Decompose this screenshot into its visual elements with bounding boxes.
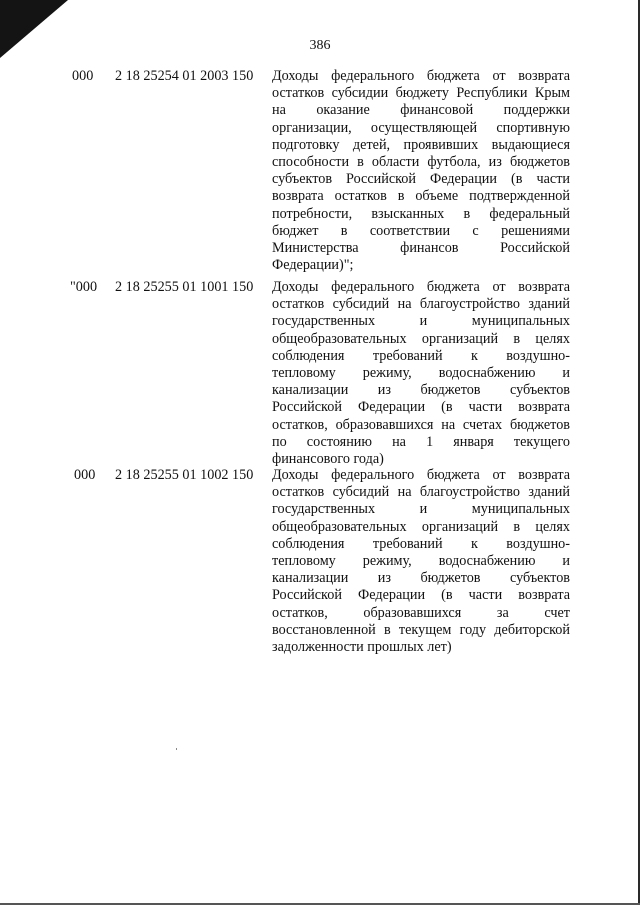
description-line: общеобразовательных организаций в целях: [272, 518, 570, 535]
description-line: Министерства финансов Российской: [272, 239, 570, 256]
description-line: Доходы федерального бюджета от возврата: [272, 467, 570, 483]
description-line: подготовку детей, проявивших выдающиеся: [272, 136, 570, 153]
classification-code: 2 18 25255 01 1002 150: [115, 467, 254, 483]
description-line: канализации из бюджетов субъектов: [272, 570, 570, 587]
admin-code: 000: [72, 68, 94, 84]
admin-code: 000: [74, 467, 96, 483]
description-line: остатков, образовавшихся за счет: [272, 604, 570, 621]
description-line: Доходы федерального бюджета от возврата: [272, 279, 570, 295]
description-line: остатков, образовавшихся на счетах бюджетов: [272, 416, 570, 433]
description-line: соблюдения требований к воздушно-: [272, 347, 570, 364]
description-line: по состоянию на 1 января текущего: [272, 433, 570, 450]
description-line: потребности, взысканных в федеральный: [272, 205, 570, 222]
scan-speck: [176, 748, 177, 750]
description-line: способности в области футбола, из бюджетов: [272, 153, 570, 170]
description-line: возврата остатков в объеме подтвержденной: [272, 188, 570, 205]
entry-description: [272, 68, 570, 274]
description-line: субъектов Российской Федерации (в части: [272, 171, 570, 188]
description-line: Российской Федерации (в части возврата: [272, 399, 570, 416]
entry-description: [272, 467, 570, 656]
description-line: остатков субсидий на благоустройство зданий: [272, 484, 570, 501]
description-line: государственных и муниципальных: [272, 501, 570, 518]
description-line: канализации из бюджетов субъектов: [272, 382, 570, 399]
classification-code: 2 18 25254 01 2003 150: [115, 68, 254, 84]
description-line: соблюдения требований к воздушно-: [272, 535, 570, 552]
description-line: остатков субсидий на благоустройство зданий: [272, 296, 570, 313]
entry-description: [272, 279, 570, 468]
description-line: Федерации)";: [272, 257, 354, 274]
description-line: государственных и муниципальных: [272, 313, 570, 330]
description-line: финансового года): [272, 450, 384, 467]
description-line: тепловому режиму, водоснабжению и: [272, 364, 570, 381]
description-line: остатков субсидии бюджету Республики Крым: [272, 85, 570, 102]
description-line: тепловому режиму, водоснабжению и: [272, 552, 570, 569]
classification-code: 2 18 25255 01 1001 150: [115, 279, 254, 295]
description-line: задолженности прошлых лет): [272, 638, 452, 655]
description-line: общеобразовательных организаций в целях: [272, 330, 570, 347]
page-number: 386: [309, 38, 331, 53]
description-line: организации, осуществляющей спортивную: [272, 119, 570, 136]
description-line: бюджет в соответствии с решениями: [272, 222, 570, 239]
description-line: на оказание финансовой поддержки: [272, 102, 570, 119]
description-line: Российской Федерации (в части возврата: [272, 587, 570, 604]
admin-code: "000: [70, 279, 98, 295]
description-line: Доходы федерального бюджета от возврата: [272, 68, 570, 84]
description-line: восстановленной в текущем году дебиторской: [272, 621, 570, 638]
